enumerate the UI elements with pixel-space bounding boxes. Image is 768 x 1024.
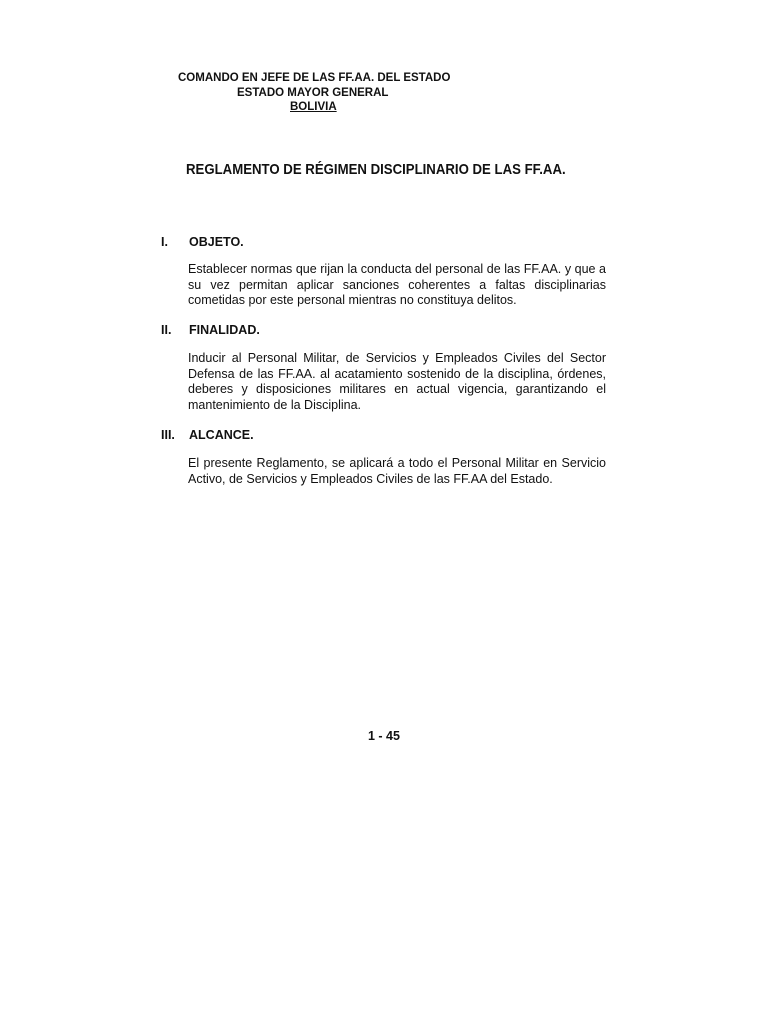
section-body-objeto: Establecer normas que rijan la conducta del personal de las FF.AA. y que a su vez permitan aplicar sanciones coherentes a faltas disciplinarias cometidas por este personal mientras no constituya delitos. [188,262,606,307]
section-number: III. [161,428,175,442]
header-command: COMANDO EN JEFE DE LAS FF.AA. DEL ESTADO [178,72,451,84]
document-title: REGLAMENTO DE RÉGIMEN DISCIPLINARIO DE LAS FF.AA. [186,161,566,178]
header-country: BOLIVIA [290,101,337,113]
section-heading-objeto: OBJETO. [189,235,244,249]
section-body-finalidad: Inducir al Personal Militar, de Servicios y Empleados Civiles del Sector Defensa de las FF.AA. al acatamiento sostenido de la disciplina, órdenes, deberes y disposiciones militares en actual vigencia, garantizando el mantenimiento de la Disciplina. [188,351,606,412]
section-heading-finalidad: FINALIDAD. [189,323,260,337]
section-heading-alcance: ALCANCE. [189,428,254,442]
page-number: 1 - 45 [368,729,400,743]
header-staff: ESTADO MAYOR GENERAL [237,87,389,99]
section-number: II. [161,323,172,337]
section-body-alcance: El presente Reglamento, se aplicará a todo el Personal Militar en Servicio Activo, de Servicios y Empleados Civiles de las FF.AA del Estado. [188,456,606,486]
section-number: I. [161,235,168,249]
